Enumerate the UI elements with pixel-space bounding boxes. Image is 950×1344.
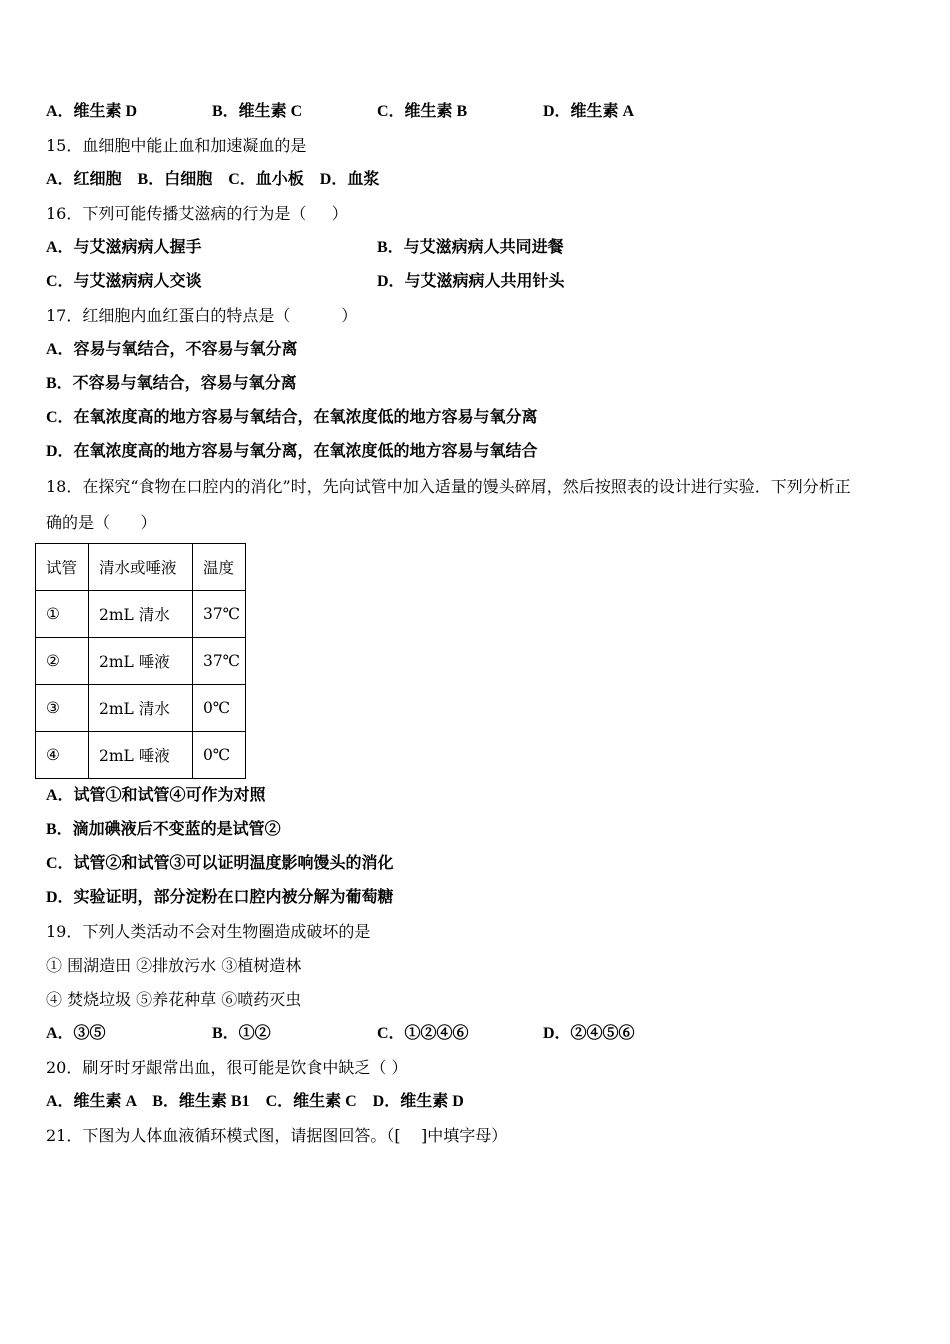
q18-option-c: C．试管②和试管③可以证明温度影响馒头的消化	[46, 855, 394, 872]
q16-option-b: B．与艾滋病病人共同进餐	[377, 239, 564, 256]
q17-option-d: D．在氧浓度高的地方容易与氧分离，在氧浓度低的地方容易与氧结合	[46, 443, 538, 460]
table-cell: 2mL 唾液	[89, 732, 193, 779]
table-cell: 2mL 唾液	[89, 638, 193, 685]
q19-activities-line1: ① 围湖造田 ②排放污水 ③植树造林	[46, 956, 302, 975]
q19-option-c: C．①②④⑥	[377, 1025, 469, 1042]
q16-stem: 16．下列可能传播艾滋病的行为是（ ）	[46, 204, 348, 223]
q19-option-a: A．③⑤	[46, 1025, 106, 1042]
q19-option-d: D．②④⑤⑥	[543, 1025, 635, 1042]
q18-option-b: B．滴加碘液后不变蓝的是试管②	[46, 821, 281, 838]
q17-stem: 17．红细胞内血红蛋白的特点是（ ）	[46, 306, 358, 325]
table-cell: ①	[36, 591, 89, 638]
q17-option-b: B．不容易与氧结合，容易与氧分离	[46, 375, 297, 392]
q14-option-c: C．维生素 B	[377, 103, 468, 120]
q20-stem: 20．刷牙时牙龈常出血，很可能是饮食中缺乏（ ）	[46, 1058, 408, 1077]
table-cell: 2mL 清水	[89, 591, 193, 638]
table-cell: 0℃	[193, 685, 246, 732]
table-cell: 37℃	[193, 638, 246, 685]
q16-option-c: C．与艾滋病病人交谈	[46, 273, 202, 290]
table-cell: ②	[36, 638, 89, 685]
q18-option-a: A．试管①和试管④可作为对照	[46, 787, 266, 804]
table-cell: ④	[36, 732, 89, 779]
q15-stem: 15．血细胞中能止血和加速凝血的是	[46, 136, 307, 155]
table-header-cell: 温度	[193, 544, 246, 591]
experiment-table	[35, 543, 246, 779]
q14-option-d: D．维生素 A	[543, 103, 635, 120]
q18-stem-line2: 确的是（ ）	[46, 513, 157, 532]
q14-option-b: B．维生素 C	[212, 103, 303, 120]
table-row	[36, 685, 246, 732]
table-header-row	[36, 544, 246, 591]
q21-stem: 21．下图为人体血液循环模式图，请据图回答。（[ ]中填字母）	[46, 1126, 508, 1145]
q18-option-d: D．实验证明，部分淀粉在口腔内被分解为葡萄糖	[46, 889, 394, 906]
q16-option-d: D．与艾滋病病人共用针头	[377, 273, 565, 290]
table-cell: 37℃	[193, 591, 246, 638]
q18-stem-line1: 18．在探究“食物在口腔内的消化”时，先向试管中加入适量的馒头碎屑，然后按照表的设计进行实验．下列分析正	[46, 477, 851, 496]
table-row	[36, 591, 246, 638]
q16-option-a: A．与艾滋病病人握手	[46, 239, 202, 256]
q15-options: A．红细胞 B．白细胞 C．血小板 D．血浆	[46, 171, 380, 188]
table-cell: 0℃	[193, 732, 246, 779]
table-header-cell: 试管	[36, 544, 89, 591]
table-row	[36, 638, 246, 685]
q14-option-a: A．维生素 D	[46, 103, 138, 120]
q19-activities-line2: ④ 焚烧垃圾 ⑤养花种草 ⑥喷药灭虫	[46, 990, 302, 1009]
table-cell: ③	[36, 685, 89, 732]
table-header-cell: 清水或唾液	[89, 544, 193, 591]
q20-options: A．维生素 A B．维生素 B1 C．维生素 C D．维生素 D	[46, 1093, 464, 1110]
q19-option-b: B．①②	[212, 1025, 271, 1042]
q17-option-a: A．容易与氧结合，不容易与氧分离	[46, 341, 298, 358]
table-row	[36, 732, 246, 779]
q19-stem: 19．下列人类活动不会对生物圈造成破坏的是	[46, 922, 371, 941]
table-cell: 2mL 清水	[89, 685, 193, 732]
q17-option-c: C．在氧浓度高的地方容易与氧结合，在氧浓度低的地方容易与氧分离	[46, 409, 538, 426]
